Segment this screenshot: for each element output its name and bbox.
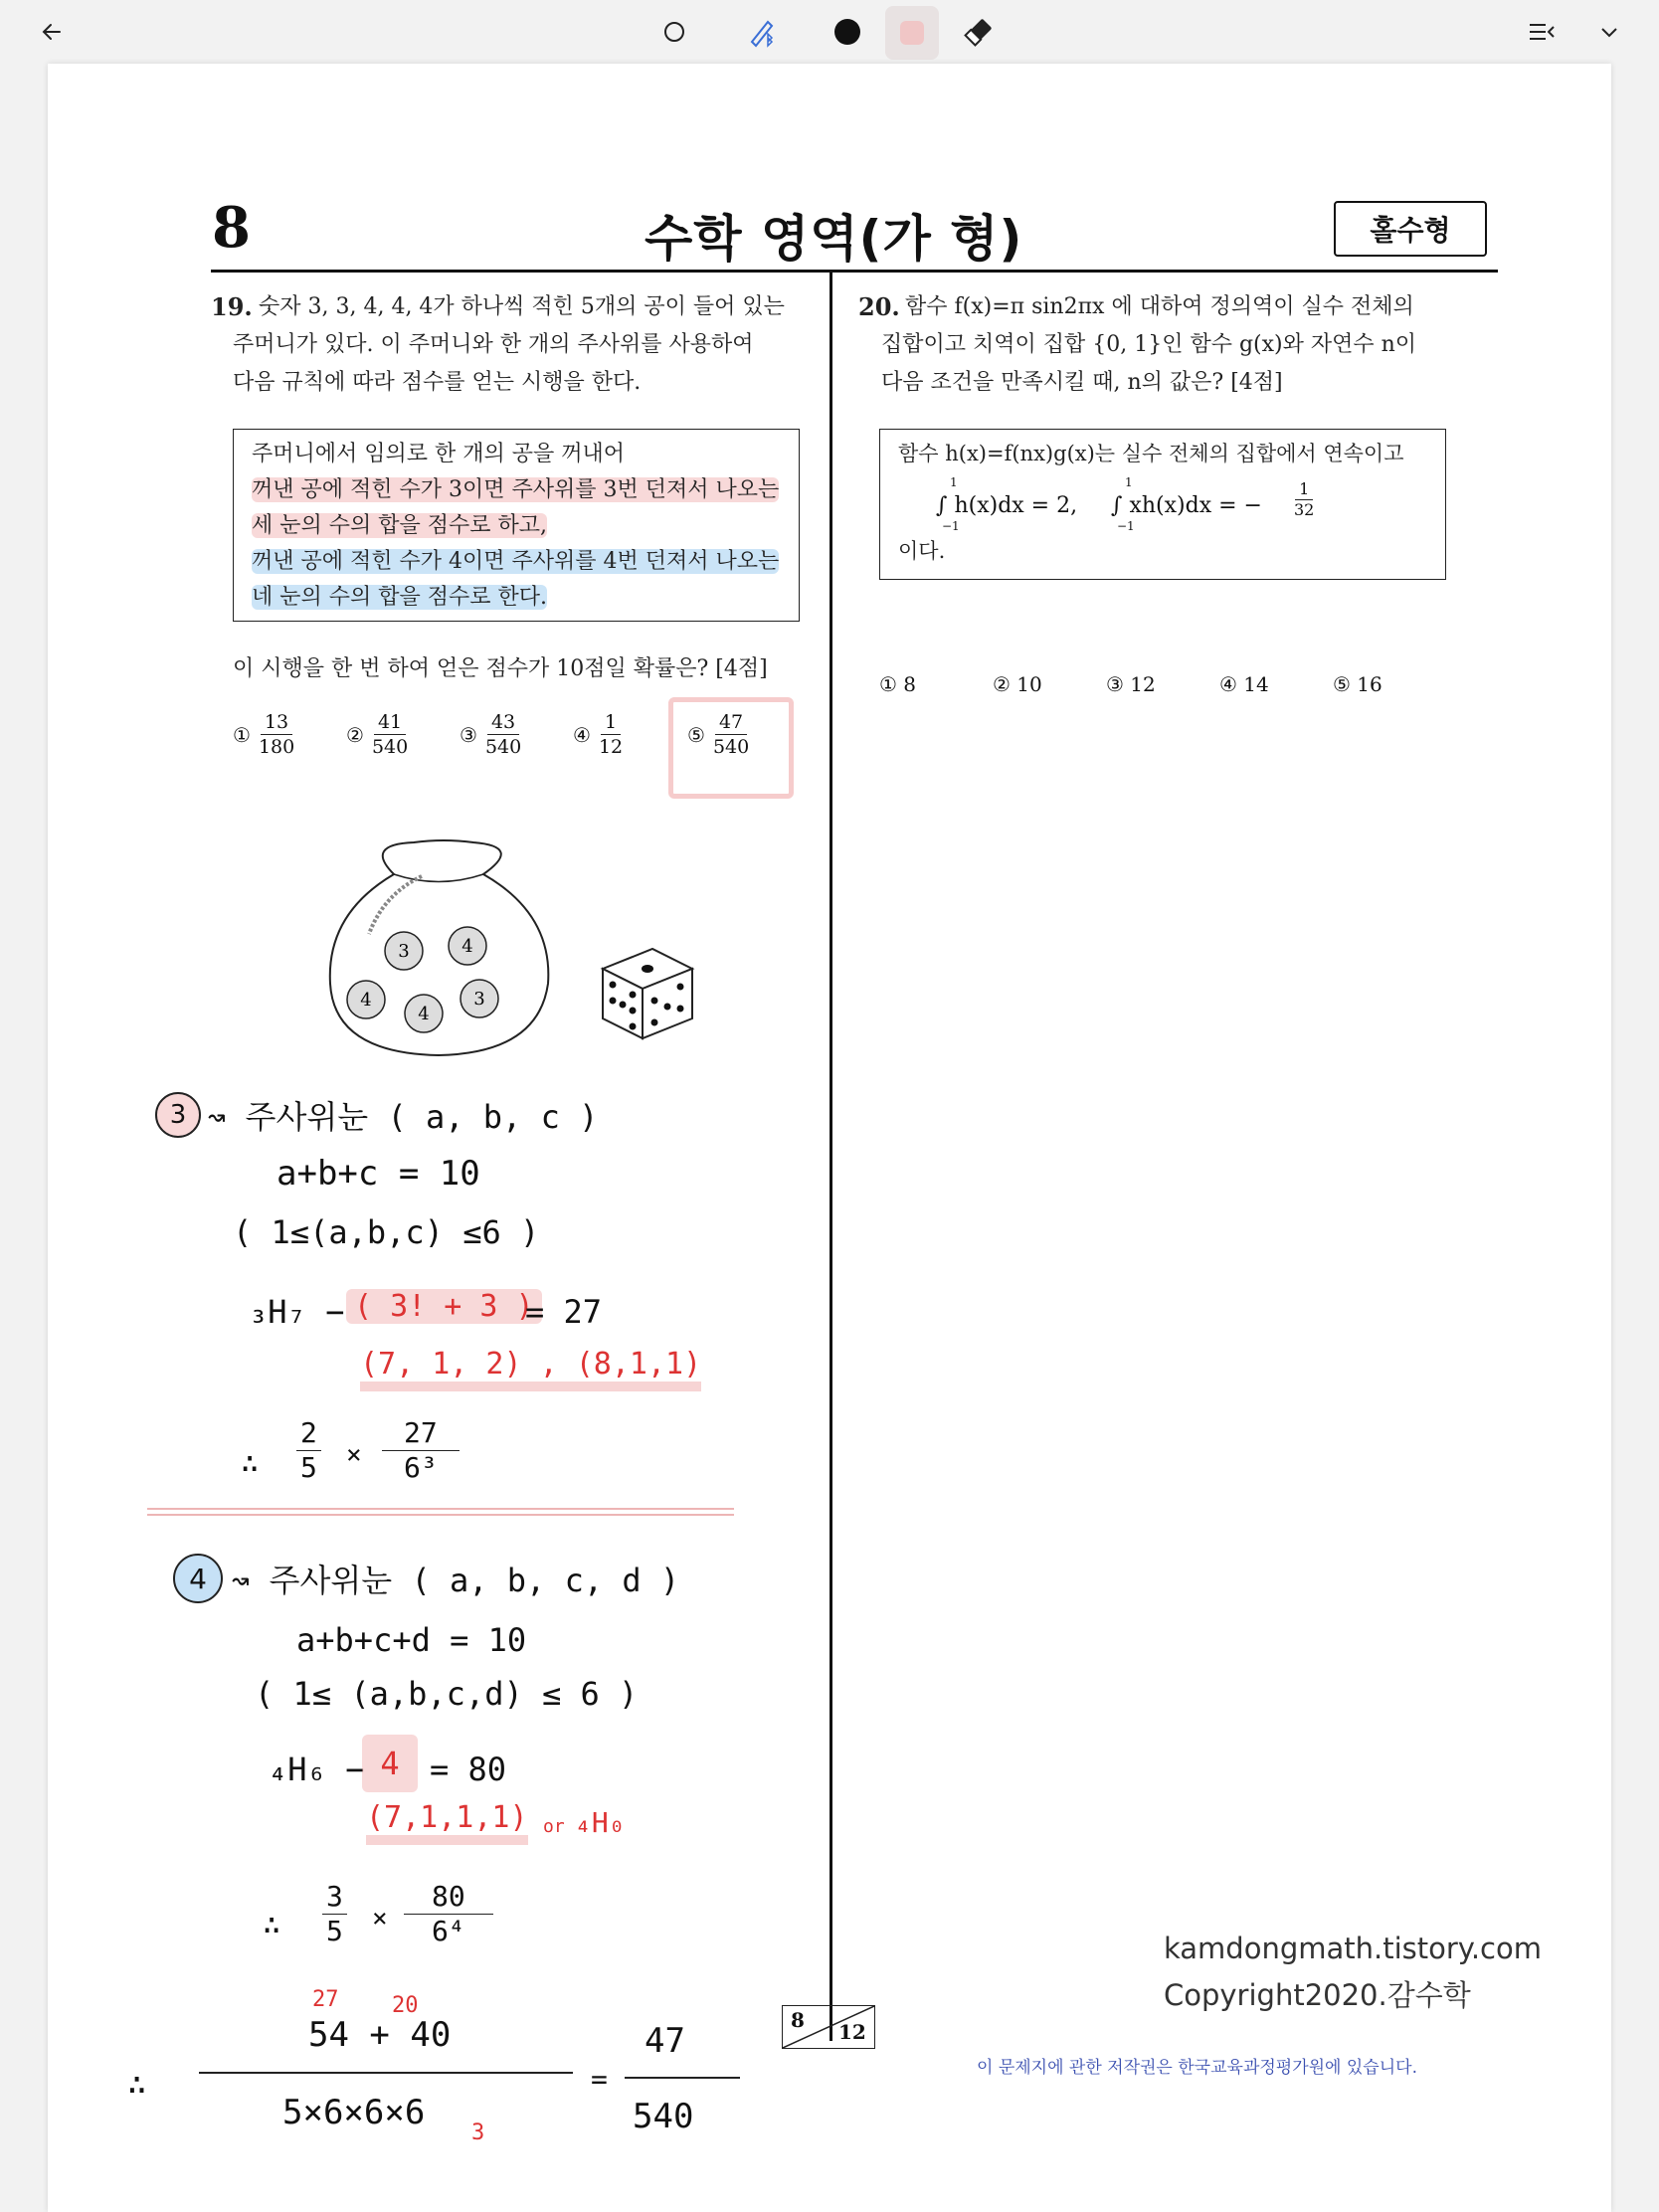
- frac-den: 5: [300, 1451, 317, 1484]
- arrow-left-icon[interactable]: [30, 12, 74, 52]
- final-answer-bar: [625, 2077, 740, 2079]
- bag-ball-label: 4: [360, 990, 372, 1011]
- dice-illustration: [593, 939, 702, 1048]
- q19-choice-5[interactable]: [687, 710, 749, 759]
- frac-num: 3: [322, 1880, 347, 1915]
- q20-condition-box: [879, 429, 1446, 580]
- choice-mark: ①: [233, 722, 251, 747]
- times-sign: ×: [372, 1904, 388, 1934]
- header-rule: [211, 270, 1498, 273]
- integral-1: ∫ h(x)dx = 2,: [936, 493, 1078, 518]
- case3-range: ( 1≤(a,b,c) ≤6 ): [233, 1213, 540, 1251]
- frac-num: 80: [404, 1880, 493, 1915]
- q19-choice-1[interactable]: [233, 710, 294, 759]
- choice-mark: ②: [346, 722, 364, 747]
- page-title: 수학 영역(가 형): [645, 210, 1023, 268]
- choice-num: 43: [487, 710, 519, 735]
- q20-choice-5[interactable]: [1333, 672, 1382, 696]
- final-correction: 27: [312, 1987, 339, 2012]
- choice-num: 13: [261, 710, 292, 735]
- int-lower: −1: [942, 519, 960, 533]
- choice-den: 180: [258, 736, 295, 758]
- choice-mark: ③: [460, 722, 477, 747]
- case4-title: ↝ 주사위눈 ( a, b, c, d ): [231, 1562, 680, 1599]
- bag-ball-label: 4: [461, 936, 473, 957]
- q19-line: 다음 규칙에 따라 점수를 얻는 시행을 한다.: [233, 370, 642, 395]
- case4-range: ( 1≤ (a,b,c,d) ≤ 6 ): [255, 1675, 639, 1713]
- int-upper: 1: [1125, 475, 1133, 489]
- choice-den: 540: [712, 736, 750, 758]
- page-indicator: [782, 2005, 875, 2049]
- frac-den: 6³: [404, 1451, 438, 1484]
- case3-equation: a+b+c = 10: [276, 1154, 480, 1194]
- therefore-symbol: ∴: [263, 1908, 281, 1942]
- q19-question: 이 시행을 한 번 하여 얻은 점수가 10점일 확률은? [4점]: [233, 656, 768, 681]
- toolbar: [0, 0, 1659, 64]
- q20-choice-3[interactable]: [1106, 672, 1156, 696]
- case4-equation: a+b+c+d = 10: [296, 1621, 527, 1659]
- pink-highlighter-icon[interactable]: [885, 6, 939, 60]
- frac-num: 27: [382, 1416, 460, 1451]
- black-color-dot-icon[interactable]: [826, 12, 869, 52]
- case4-circle-mark: 4: [173, 1554, 223, 1603]
- case4-result: = 80: [430, 1751, 507, 1788]
- condition-end: 이다.: [898, 539, 946, 563]
- choice-mark: ⑤: [687, 722, 705, 747]
- therefore-symbol: ∴: [241, 1446, 260, 1481]
- page-number: 8: [212, 195, 251, 261]
- final-numerator: 54 + 40: [308, 2015, 452, 2055]
- choice-num: 1: [601, 710, 621, 735]
- q19-choice-4[interactable]: [573, 710, 623, 759]
- q20-line: 다음 조건을 만족시킬 때, n의 값은? [4점]: [881, 370, 1283, 395]
- choice-den: 540: [484, 736, 522, 758]
- copyright-notice: 이 문제지에 관한 저작권은 한국교육과정평가원에 있습니다.: [977, 2058, 1417, 2078]
- case3-circle-mark: 3: [155, 1092, 201, 1138]
- frac-num: 2: [296, 1416, 321, 1451]
- frac-den: 5: [326, 1915, 343, 1947]
- therefore-symbol: ∴: [127, 2065, 147, 2103]
- q19-line: 숫자 3, 3, 4, 4, 4가 하나씩 적힌 5개의 공이 들어 있는: [259, 294, 785, 319]
- case3-title: ↝ 주사위눈 ( a, b, c ): [207, 1098, 599, 1136]
- pen-bluetooth-icon[interactable]: [740, 10, 784, 54]
- q19-choice-3[interactable]: [460, 710, 521, 759]
- case4-or: or: [543, 1816, 565, 1837]
- case4-exceptions: (7,1,1,1): [366, 1800, 528, 1845]
- q20-choice-4[interactable]: [1219, 672, 1269, 696]
- final-correction: 20: [392, 1993, 419, 2018]
- column-divider: [830, 271, 832, 2041]
- divider-line: [147, 1514, 734, 1516]
- final-correction: 3: [471, 2120, 485, 2145]
- choice-mark: ④: [573, 722, 591, 747]
- final-answer-den: 540: [633, 2097, 694, 2136]
- bag-ball-label: 3: [473, 989, 485, 1010]
- frac-num: 1: [1295, 479, 1313, 500]
- case4-subtract-box: 4: [362, 1735, 418, 1792]
- case3-combination: ₃H₇ −: [249, 1293, 345, 1331]
- q19-rule-box: [233, 429, 800, 622]
- divider-line: [147, 1508, 734, 1510]
- ball-bag-illustration: [324, 834, 553, 1063]
- times-sign: ×: [346, 1440, 362, 1470]
- case3-exceptions: (7, 1, 2) , (8,1,1): [360, 1347, 701, 1391]
- q20-line: 함수 f(x)=π sin2πx 에 대하여 정의역이 실수 전체의: [905, 294, 1414, 319]
- circle-tool-icon[interactable]: [652, 12, 696, 52]
- choice-den: 12: [598, 736, 624, 758]
- rule-line: 주머니에서 임의로 한 개의 공을 꺼내어: [252, 442, 625, 466]
- frac-den: 6⁴: [432, 1915, 465, 1947]
- exam-type-badge: 홀수형: [1334, 201, 1487, 257]
- condition-line: 함수 h(x)=f(nx)g(x)는 실수 전체의 집합에서 연속이고: [898, 442, 1404, 465]
- equals-sign: =: [591, 2063, 608, 2096]
- current-page: 8: [791, 2008, 805, 2032]
- case3-subtract-box: ( 3! + 3 ): [346, 1289, 542, 1324]
- choice-label: ② 10: [993, 672, 1042, 696]
- q19-line: 주머니가 있다. 이 주머니와 한 개의 주사위를 사용하여: [233, 332, 754, 357]
- final-fraction-bar: [199, 2072, 573, 2074]
- case4-alt: ₄H₀: [575, 1806, 626, 1839]
- q20-line: 집합이고 치역이 집합 {0, 1}인 함수 g(x)와 자연수 n이: [881, 332, 1417, 357]
- eraser-icon[interactable]: [957, 10, 1001, 54]
- integral-2: ∫ xh(x)dx = −: [1111, 493, 1262, 518]
- bag-ball-label: 4: [418, 1004, 430, 1024]
- rule-line-highlight-red: 꺼낸 공에 적힌 수가 3이면 주사위를 3번 던져서 나오는: [252, 477, 780, 502]
- case3-result: = 27: [525, 1293, 603, 1331]
- bag-ball-label: 3: [398, 941, 410, 962]
- watermark-copyright: Copyright2020.감수학: [1164, 1978, 1471, 2012]
- total-pages: 12: [838, 2020, 866, 2044]
- rule-line-highlight-blue: 꺼낸 공에 적힌 수가 4이면 주사위를 4번 던져서 나오는: [252, 549, 780, 574]
- rule-line-highlight-blue: 네 눈의 수의 합을 점수로 한다.: [252, 585, 547, 610]
- choice-num: 41: [374, 710, 406, 735]
- q19-choice-2[interactable]: [346, 710, 408, 759]
- chevron-down-icon[interactable]: [1587, 14, 1631, 50]
- case4-combination: ₄H₆ −: [269, 1751, 365, 1788]
- choice-label: ③ 12: [1106, 672, 1156, 696]
- frac-den: 32: [1294, 500, 1315, 519]
- choice-label: ⑤ 16: [1333, 672, 1382, 696]
- choice-label: ① 8: [879, 672, 917, 696]
- final-denominator: 5×6×6×6: [282, 2093, 426, 2132]
- int-upper: 1: [950, 475, 958, 489]
- menu-collapse-icon[interactable]: [1520, 14, 1564, 50]
- choice-den: 540: [371, 736, 409, 758]
- q19-number: 19.: [211, 292, 253, 321]
- document-page: [48, 64, 1611, 2212]
- choice-num: 47: [715, 710, 747, 735]
- q20-choice-2[interactable]: [993, 672, 1042, 696]
- q20-number: 20.: [858, 292, 900, 321]
- rule-line-highlight-red: 세 눈의 수의 합을 점수로 하고,: [252, 513, 547, 538]
- watermark-site: kamdongmath.tistory.com: [1164, 1932, 1542, 1965]
- final-answer-num: 47: [645, 2021, 685, 2061]
- q20-choice-1[interactable]: [879, 672, 916, 696]
- choice-label: ④ 14: [1219, 672, 1269, 696]
- int-lower: −1: [1117, 519, 1135, 533]
